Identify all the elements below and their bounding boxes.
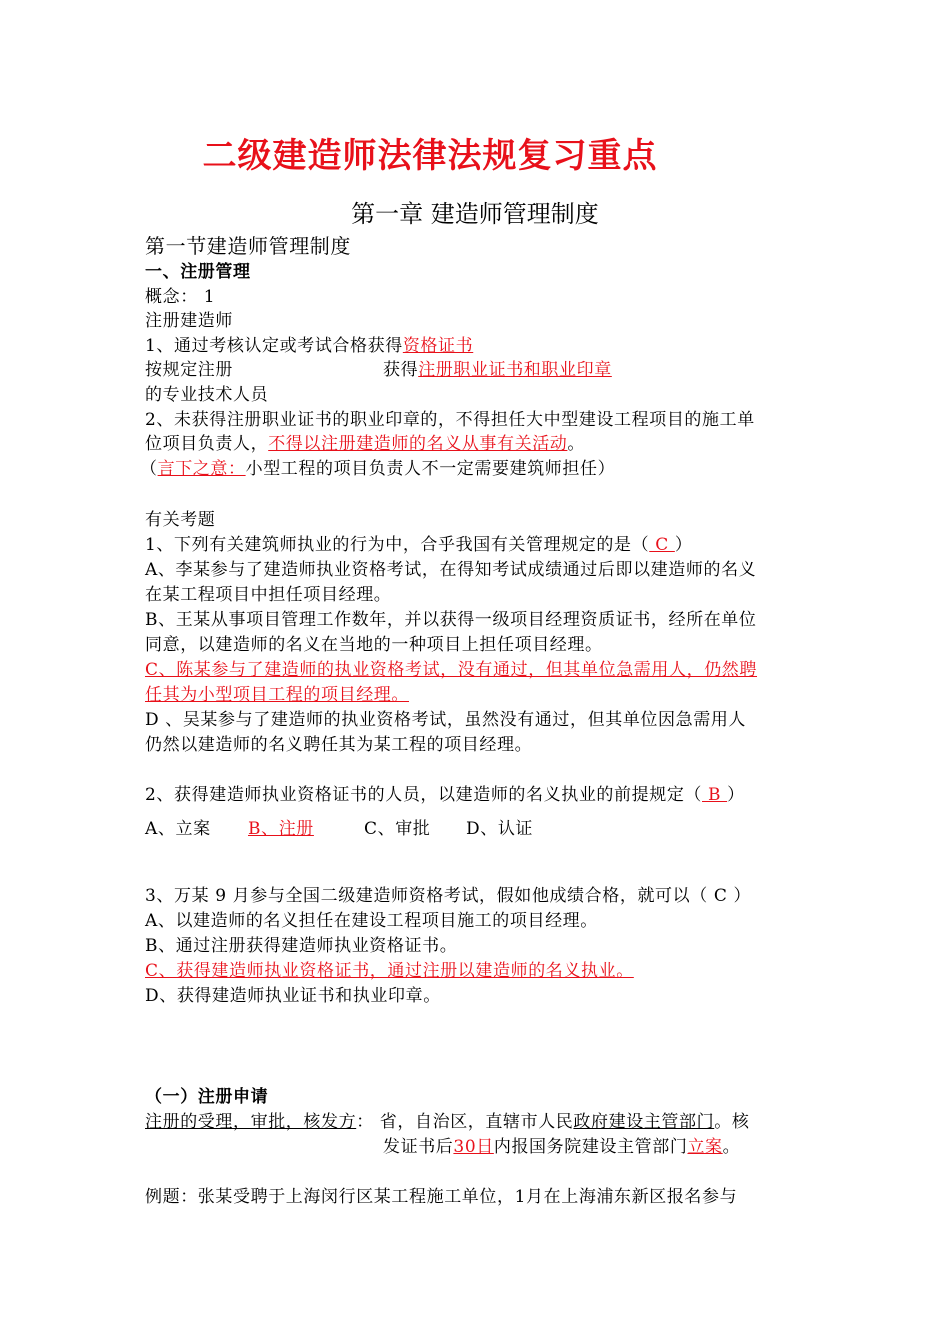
text: 。核: [714, 1112, 750, 1132]
q1-option-a-line2: 在某工程项目中担任项目经理。: [145, 585, 392, 605]
text: 1、通过考核认定或考试合格获得: [145, 336, 403, 356]
q3-option-b: B、通过注册获得建造师执业资格证书。: [145, 936, 458, 956]
registration-line-2: [383, 1135, 740, 1159]
text: 内报国务院建设主管部门: [493, 1137, 688, 1157]
definition-line-3: 的专业技术人员: [145, 385, 269, 405]
text: 发证书后: [383, 1137, 454, 1157]
highlight-text: 30日: [453, 1137, 494, 1157]
question-2: [145, 783, 745, 807]
underlined-text: 注册的受理，审批，核发方: [145, 1112, 357, 1132]
registration-line-1: [145, 1110, 749, 1134]
concept-line: 概念： 1: [145, 287, 216, 307]
question-3: 3、万某 9 月参与全国二级建造师资格考试，假如他成绩合格，就可以（ C ）: [145, 886, 752, 906]
highlight-text: 不得以注册建造师的名义从事有关活动: [268, 434, 568, 454]
text: 位项目负责人，: [145, 434, 269, 454]
text: 1、下列有关建筑师执业的行为中，合乎我国有关管理规定的是（: [145, 535, 650, 555]
text: 按规定注册: [145, 360, 233, 380]
implication-line: [140, 457, 615, 481]
answer: C: [649, 535, 675, 555]
question-1: [145, 533, 692, 557]
exam-heading: 有关考题: [145, 510, 216, 530]
q1-option-b-line1: B、王某从事项目管理工作数年，并以获得一级项目经理资质证书，经所在单位: [145, 610, 757, 630]
text: ： 省，自治区，直辖市人民: [356, 1112, 574, 1132]
section-heading: 第一节建造师管理制度: [145, 234, 351, 258]
rule-line-1: 2、未获得注册职业证书的职业印章的，不得担任大中型建设工程项目的施工单: [145, 410, 755, 430]
highlight-text: 立案: [687, 1137, 723, 1157]
highlight-text: 注册职业证书和职业印章: [418, 360, 612, 380]
q2-option-a: A、立案: [145, 819, 211, 839]
q1-option-a-line1: A、李某参与了建造师执业资格考试，在得知考试成绩通过后即以建造师的名义: [145, 560, 757, 580]
text: 。: [722, 1137, 741, 1157]
text: 获得: [383, 360, 419, 380]
text: 2、获得建造师执业资格证书的人员，以建造师的名义执业的前提规定（: [145, 785, 703, 805]
example-line: 例题：张某受聘于上海闵行区某工程施工单位，1月在上海浦东新区报名参与: [145, 1187, 738, 1207]
text: 。: [567, 434, 586, 454]
chapter-heading: 第一章 建造师管理制度: [351, 200, 599, 228]
text: 小型工程的项目负责人不一定需要建筑师担任）: [245, 459, 616, 479]
highlight-text: 资格证书: [402, 336, 474, 356]
q1-option-d-line2: 仍然以建造师的名义聘任其为某工程的项目经理。: [145, 735, 533, 755]
underlined-text: 政府建设主管部门: [573, 1112, 715, 1132]
q3-option-d: D、获得建造师执业证书和执业印章。: [145, 986, 441, 1006]
document-title: 二级建造师法律法规复习重点: [202, 136, 658, 176]
definition-line-2-right: [383, 358, 612, 382]
q2-option-d: D、认证: [466, 819, 534, 839]
q2-option-c: C、审批: [364, 819, 431, 839]
q2-option-b: B、注册: [248, 819, 314, 839]
definition-line-1: [145, 334, 473, 358]
definition-line-2: [145, 358, 233, 382]
q1-option-b-line2: 同意，以建造师的名义在当地的一种项目上担任项目经理。: [145, 635, 603, 655]
q3-option-a: A、以建造师的名义担任在建设工程项目施工的项目经理。: [145, 911, 598, 931]
q1-option-c-line1: C、陈某参与了建造师的执业资格考试，没有通过，但其单位急需用人，仍然聘: [145, 660, 758, 680]
text: （: [140, 459, 158, 479]
subheading-registration-application: （一）注册申请: [145, 1087, 269, 1107]
answer: B: [702, 785, 728, 805]
q1-option-c-line2: 任其为小型项目工程的项目经理。: [145, 685, 409, 705]
heading-registration: 一、注册管理: [145, 262, 251, 282]
q3-option-c: C、获得建造师执业资格证书，通过注册以建造师的名义执业。: [145, 961, 634, 981]
q1-option-d-line1: D 、吴某参与了建造师的执业资格考试，虽然没有通过，但其单位因急需用人: [145, 710, 747, 730]
highlight-text: 言下之意：: [157, 459, 246, 479]
text: ）: [727, 785, 745, 805]
reg-builder-line: 注册建造师: [145, 311, 233, 331]
text: ）: [674, 535, 693, 555]
rule-line-2: [145, 432, 585, 456]
